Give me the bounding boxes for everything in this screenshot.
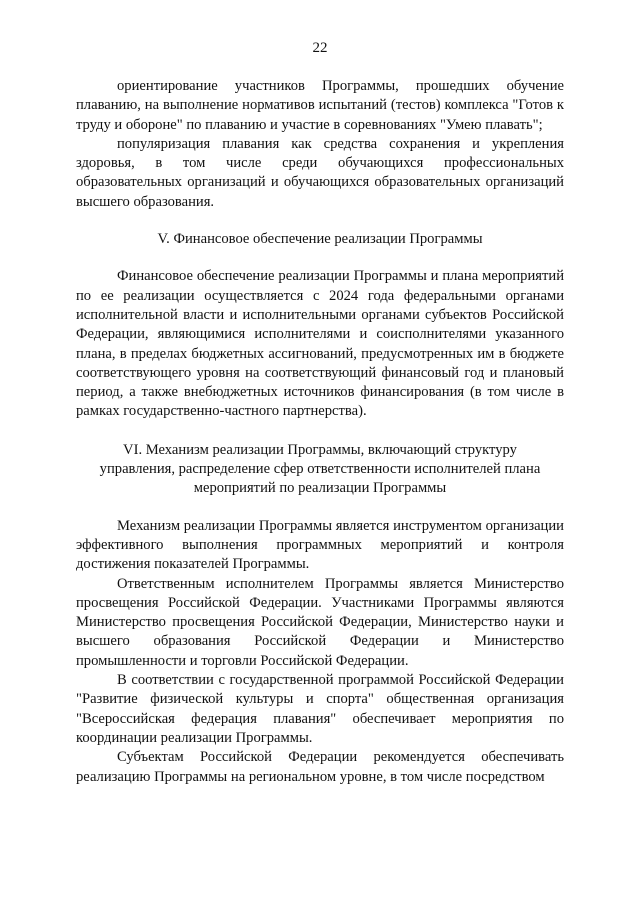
- section-heading-line: мероприятий по реализации Программы: [193, 480, 447, 497]
- paragraph: Субъектам Российской Федерации рекомендуется обеспечивать реализацию Программы на региональном уровне, в том числе посредством: [76, 749, 564, 785]
- paragraph: Механизм реализации Программы является инструментом организации эффективного выполнения программных мероприятий и контроля достижения показателей Программы.: [76, 517, 564, 573]
- paragraph: В соответствии с государственной программой Российской Федерации "Развитие физической культуры и спорта" общественная организация "Всероссийская федерация плавания" обеспечивает мероприятия по координации реализации Программы.: [76, 672, 564, 746]
- page-body: [76, 77, 564, 787]
- page-number: 22: [312, 40, 328, 56]
- section-heading: V. Финансовое обеспечение реализации Программы: [157, 231, 483, 248]
- paragraph: популяризация плавания как средства сохранения и укрепления здоровья, в том числе среди обучающихся профессиональных образовательных организаций и обучающихся образовательных организаций высшего образования.: [76, 135, 564, 210]
- section-heading-line: VI. Механизм реализации Программы, включающий структуру: [123, 441, 517, 458]
- paragraph: Финансовое обеспечение реализации Программы и плана мероприятий по ее реализации осуществляется с 2024 года федеральными органами исполнительной власти и исполнительными органами субъектов Российской Федерации, являющимися исполнителями и соисполнителями указанного плана, в пределах бюджетных ассигнований, предусмотренных им в бюджете соответствующего уровня на соответствующий финансовый год и плановый период, а также внебюджетных источников финансирования (в том числе в рамках государственно-частного партнерства).: [76, 268, 564, 420]
- section-heading-line: управления, распределение сфер ответственности исполнителей плана: [99, 461, 541, 478]
- paragraph: Ответственным исполнителем Программы является Министерство просвещения Российской Федерации. Участниками Программы являются Министерство просвещения Российской Федерации, Министерство науки и высшего образования Российской Федерации и Министерство промышленности и торговли Российской Федерации.: [76, 575, 564, 669]
- section-heading: [76, 441, 564, 499]
- paragraph: ориентирование участников Программы, прошедших обучение плаванию, на выполнение нормативов испытаний (тестов) комплекса "Готов к труду и обороне" по плаванию и участие в соревнованиях "Умею плавать";: [76, 78, 564, 133]
